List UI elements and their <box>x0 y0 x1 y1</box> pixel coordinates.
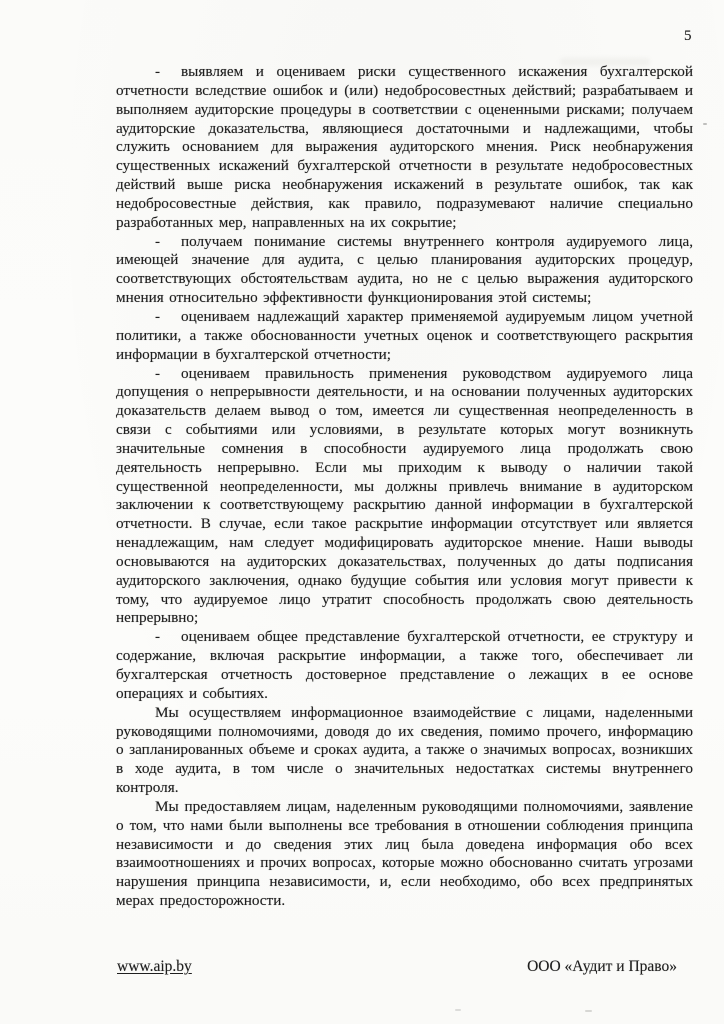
paragraph-text: оцениваем надлежащий характер применяемой аудируемым лицом учетной политики, а также обоснованности учетных оценок и соответствующего раскрытия информации в бухгалтерской отчетности; <box>116 307 693 363</box>
scan-artifact <box>585 1010 592 1012</box>
document-body <box>116 63 693 911</box>
website-url: www.aip.by <box>117 958 192 975</box>
bullet-paragraph <box>116 628 693 703</box>
paragraph-text: получаем понимание системы внутреннего контроля аудируемого лица, имеющей значение для аудита, с целью планирования аудиторских процедур, соответствующих обстоятельствам аудита, но не с целью выражения аудиторского мнения относительно эффективности функционирования этой системы; <box>116 232 693 307</box>
list-dash: - <box>155 364 161 382</box>
paragraph-text: выявляем и оцениваем риски существенного искажения бухгалтерской отчетности вследствие ошибок и (или) недобросовестных действий; разрабатываем и выполняем аудиторские процедуры в соответствии с оцененными рисками; получаем аудиторские доказательства, являющиеся достаточными и надлежащими, чтобы служить основанием для выражения аудиторского мнения. Риск необнаружения существенных искажений бухгалтерской отчетности в результате недобросовестных действий выше риска необнаружения искажений в результате ошибок, так как недобросовестные действия, как правило, подразумевают наличие специально разработанных мер, направленных на их сокрытие; <box>116 63 693 231</box>
paragraph-text: оцениваем правильность применения руководством аудируемого лица допущения о непрерывности деятельности, и на основании полученных аудиторских доказательств делаем вывод о том, имеется ли существенная неопределенность в связи с событиями или условиями, в результате которых могут возникнуть значительные сомнения в способности аудируемого лица продолжать свою деятельность непрерывно. Если мы приходим к выводу о наличии такой существенной неопределенности, мы должны привлечь внимание в аудиторском заключении к соответствующему раскрытию данной информации в бухгалтерской отчетности. В случае, если такое раскрытие информации отсутствует или является ненадлежащим, нам следует модифицировать аудиторское мнение. Наши выводы основываются на аудиторских доказательствах, полученных до даты подписания аудиторского заключения, однако будущие события или условия могут привести к тому, что аудируемое лицо утратит способность продолжать свою деятельность непрерывно; <box>116 364 693 627</box>
paragraph-text: оцениваем общее представление бухгалтерской отчетности, ее структуру и содержание, включая раскрытие информации, а также того, обеспечивает ли бухгалтерская отчетность достоверное представление о лежащих в ее основе операциях и событиях. <box>116 628 693 702</box>
bullet-paragraph <box>116 308 693 365</box>
text-paragraph <box>116 704 693 798</box>
footer <box>117 958 677 976</box>
scan-artifact <box>455 1009 461 1011</box>
bullet-paragraph <box>116 365 693 629</box>
list-dash: - <box>155 307 161 325</box>
bullet-paragraph <box>116 233 693 308</box>
scan-artifact <box>703 123 707 125</box>
paragraph-text: Мы предоставляем лицам, наделенным руководящими полномочиями, заявление о том, что нами были выполнены все требования в отношении соблюдения принципа независимости и до сведения этих лиц была доведена информация обо всех взаимоотношениях и прочих вопросах, которые можно обоснованно считать угрозами нарушения принципа независимости, и, если необходимо, обо всех предпринятых мерах предосторожности. <box>116 797 693 910</box>
list-dash: - <box>155 63 161 80</box>
list-dash: - <box>155 628 161 646</box>
paragraph-text: Мы осуществляем информационное взаимодействие с лицами, наделенными руководящими полномочиями, доводя до их сведения, помимо прочего, информацию о запланированных объеме и сроках аудита, а также о значимых вопросах, возникших в ходе аудита, в том числе о значительных недостатках системы внутреннего контроля. <box>116 703 693 797</box>
bullet-paragraph <box>116 63 693 233</box>
text-paragraph <box>116 798 693 911</box>
company-name: ООО «Аудит и Право» <box>527 958 677 975</box>
list-dash: - <box>155 232 161 250</box>
page-number: 5 <box>684 28 692 44</box>
